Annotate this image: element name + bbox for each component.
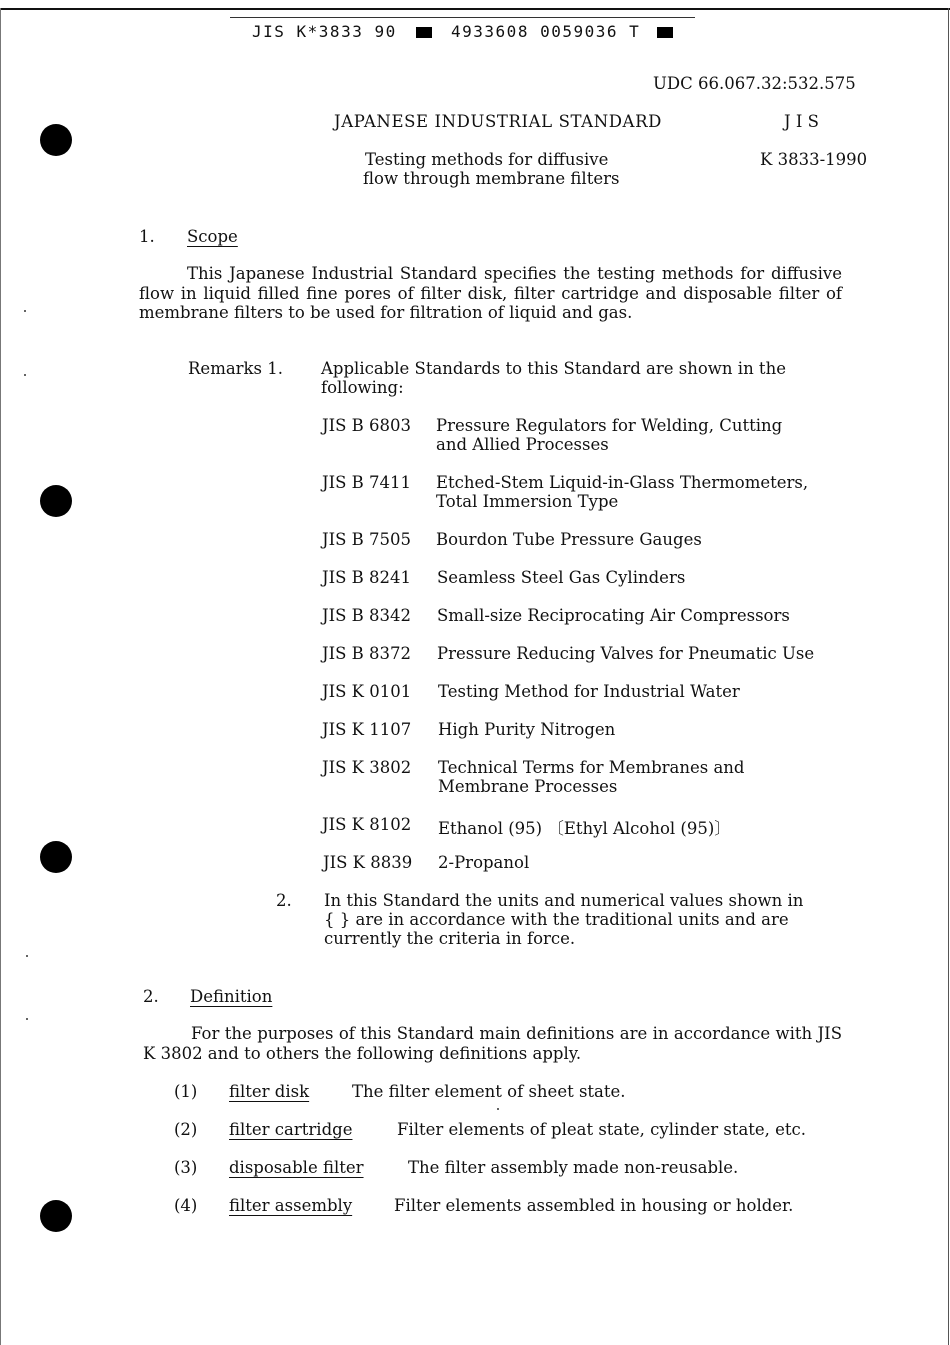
definition-desc: Filter elements of pleat state, cylinder state, etc. [397, 1120, 807, 1139]
remark1-line2: following: [321, 378, 404, 397]
list-item-code: JIS K 3802 [322, 758, 412, 777]
scan-speck [26, 955, 28, 957]
scan-speck [497, 1108, 499, 1110]
definition-desc: The filter element of sheet state. [352, 1082, 626, 1101]
list-item-title: Pressure Regulators for Welding, Cutting [436, 416, 783, 435]
header-code-part2: 4933608 0059036 T [451, 22, 641, 41]
definition-term-text: disposable filter [229, 1158, 364, 1177]
top-rule [0, 8, 950, 10]
remark2-number: 2. [276, 891, 292, 910]
definition-term [229, 1120, 352, 1139]
list-item-code: JIS B 6803 [322, 416, 412, 435]
list-item-title: 2-Propanol [438, 853, 530, 872]
header-rule [230, 17, 695, 18]
list-item-title: Ethanol (95) 〔Ethyl Alcohol (95)〕 [438, 819, 731, 838]
list-item-title: Small-size Reciprocating Air Compressors [437, 606, 790, 625]
udc-number: UDC 66.067.32:532.575 [653, 74, 856, 93]
definition-number: (4) [174, 1196, 198, 1215]
document-title-line2: flow through membrane filters [363, 169, 620, 188]
list-item-code: JIS B 8372 [322, 644, 412, 663]
list-item-title: Seamless Steel Gas Cylinders [437, 568, 686, 587]
list-item-code: JIS K 8839 [323, 853, 413, 872]
definition-term [229, 1082, 309, 1101]
list-item-title: Etched-Stem Liquid-in-Glass Thermometers, [436, 473, 809, 492]
list-item-title: Testing Method for Industrial Water [438, 682, 740, 701]
page-edge-right [948, 8, 949, 1345]
list-item-title-cont: Total Immersion Type [436, 492, 619, 511]
scope-text: This Japanese Industrial Standard specifies the testing methods for diffusive flow in liquid filled fine pores of filter disk, filter cartridge and disposable filter of membrane filters to be used for filtration of liquid and gas. [139, 264, 842, 322]
list-item-title-cont: Membrane Processes [438, 777, 618, 796]
header-code-part1: JIS K*3833 90 [252, 22, 397, 41]
definition-term-text: filter assembly [229, 1196, 353, 1215]
scan-speck [24, 310, 26, 312]
definition-term-text: filter disk [229, 1082, 310, 1101]
org-title: JAPANESE INDUSTRIAL STANDARD [334, 112, 662, 131]
list-item-code: JIS B 8241 [322, 568, 412, 587]
list-item-code: JIS B 8342 [322, 606, 412, 625]
list-item-code: JIS K 0101 [322, 682, 412, 701]
black-block-icon [657, 27, 673, 38]
punch-hole [40, 841, 72, 873]
scan-speck [26, 1018, 28, 1020]
page-edge-left [0, 8, 1, 1345]
remark1-line1: Applicable Standards to this Standard are shown in the [321, 359, 786, 378]
definition-number: (3) [174, 1158, 198, 1177]
definition-desc: Filter elements assembled in housing or holder. [394, 1196, 794, 1215]
standard-number: K 3833-1990 [760, 150, 868, 169]
list-item-title: Technical Terms for Membranes and [438, 758, 745, 777]
section-heading [187, 227, 238, 246]
remark2-line2: { } are in accordance with the traditional units and are [324, 910, 789, 929]
punch-hole [40, 1200, 72, 1232]
definition-number: (2) [174, 1120, 198, 1139]
definition-term [229, 1196, 352, 1215]
list-item-title: Pressure Reducing Valves for Pneumatic Use [437, 644, 815, 663]
document-title-line1: Testing methods for diffusive [365, 150, 609, 169]
list-item-code: JIS K 8102 [322, 815, 412, 834]
list-item-title: High Purity Nitrogen [438, 720, 616, 739]
section-heading-text: Definition [190, 987, 273, 1006]
section-heading-text: Scope [187, 227, 238, 246]
jis-mark: J I S [784, 112, 819, 131]
remark2-line1: In this Standard the units and numerical values shown in [324, 891, 804, 910]
section-number: 2. [143, 987, 159, 1006]
black-block-icon [416, 27, 432, 38]
list-item-code: JIS B 7411 [322, 473, 412, 492]
list-item-title: Bourdon Tube Pressure Gauges [436, 530, 702, 549]
header-code [252, 22, 673, 41]
remark2-line3: currently the criteria in force. [324, 929, 576, 948]
section-number: 1. [139, 227, 155, 246]
definition-paragraph [143, 1024, 842, 1063]
scope-paragraph [139, 264, 842, 323]
definition-number: (1) [174, 1082, 198, 1101]
punch-hole [40, 124, 72, 156]
definition-term-text: filter cartridge [229, 1120, 353, 1139]
list-item-title-cont: and Allied Processes [436, 435, 609, 454]
definition-desc: The filter assembly made non-reusable. [408, 1158, 739, 1177]
section-heading [190, 987, 272, 1006]
punch-hole [40, 485, 72, 517]
list-item-code: JIS B 7505 [322, 530, 412, 549]
definition-text: For the purposes of this Standard main definitions are in accordance with JIS K 3802 and to others the following definitions apply. [143, 1024, 842, 1063]
list-item-code: JIS K 1107 [322, 720, 412, 739]
definition-term [229, 1158, 364, 1177]
scan-speck [24, 374, 26, 376]
remarks-label: Remarks 1. [188, 359, 284, 378]
